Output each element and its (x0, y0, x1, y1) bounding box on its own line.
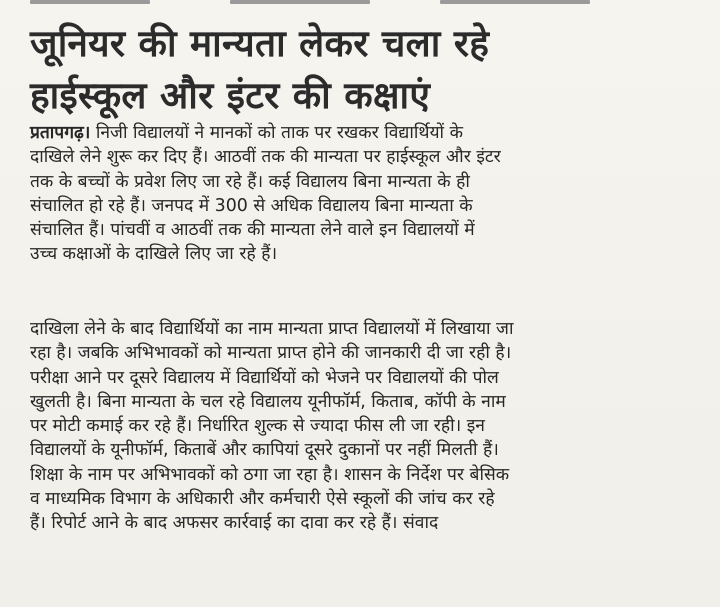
headline-line-1: जूनियर की मान्यता लेकर चला रहे (30, 22, 490, 65)
paragraph-2-line-3: परीक्षा आने पर दूसरे विद्यालय में विद्यार्थियों को भेजने पर विद्यालयों की पोल (30, 367, 499, 388)
paragraph-2-line-2: रहा है। जबकि अभिभावकों को मान्यता प्राप्त होने की जानकारी दी जा रही है। (30, 343, 512, 364)
article-headline (30, 18, 710, 122)
paragraph-1-line-6: उच्च कक्षाओं के दाखिले लिए जा रहे हैं। (30, 244, 278, 265)
paragraph-2-line-5: पर मोटी कमाई कर रहे हैं। निर्धारित शुल्क से ज्यादा फीस ली जा रही। इन (30, 416, 485, 437)
article-paragraph-2 (30, 317, 716, 536)
paragraph-1-line-1-text: निजी विद्यालयों ने मानकों को ताक पर रखकर विद्यार्थियों के (90, 123, 463, 143)
paragraph-2-line-8: व माध्यमिक विभाग के अधिकारी और कर्मचारी ऐसे स्कूलों की जांच कर रहे (30, 489, 495, 510)
paragraph-1-line-2: दाखिले लेने शुरू कर दिए हैं। आठवीं तक की मान्यता पर हाईस्कूल और इंटर (30, 147, 501, 168)
paragraph-1-line-1 (30, 121, 716, 145)
paragraph-2-line-7: शिक्षा के नाम पर अभिभावकों को ठगा जा रहा है। शासन के निर्देश पर बेसिक (30, 464, 510, 485)
paragraph-2-line-1: दाखिला लेने के बाद विद्यार्थियों का नाम मान्यता प्राप्त विद्यालयों में लिखाया जा (30, 319, 514, 339)
paragraph-2-line-4: खुलती है। बिना मान्यता के चल रहे विद्यालय यूनीफॉर्म, किताब, कॉपी के नाम (30, 391, 506, 412)
cut-off-previous-text (30, 0, 590, 6)
paragraph-2-line-9: हैं। रिपोर्ट आने के बाद अफसर कार्रवाई का दावा कर रहे हैं। संवाद (30, 513, 439, 534)
paragraph-1-line-5: संचालित हैं। पांचवीं व आठवीं तक की मान्यता लेने वाले इन विद्यालयों में (30, 220, 475, 241)
paragraph-1-line-3: तक के बच्चों के प्रवेश लिए जा रहे हैं। कई विद्यालय बिना मान्यता के ही (30, 171, 470, 192)
paragraph-2-line-6: विद्यालयों के यूनीफॉर्म, किताबें और कापियां दूसरे दुकानों पर नहीं मिलती हैं। (30, 440, 499, 461)
article-paragraph-1 (30, 121, 716, 267)
dateline: प्रतापगढ़। (30, 123, 91, 143)
headline-line-2: हाईस्कूल और इंटर की कक्षाएं (30, 74, 431, 117)
paragraph-1-line-4: संचालित हो रहे हैं। जनपद में 300 से अधिक विद्यालय बिना मान्यता के (30, 195, 473, 216)
